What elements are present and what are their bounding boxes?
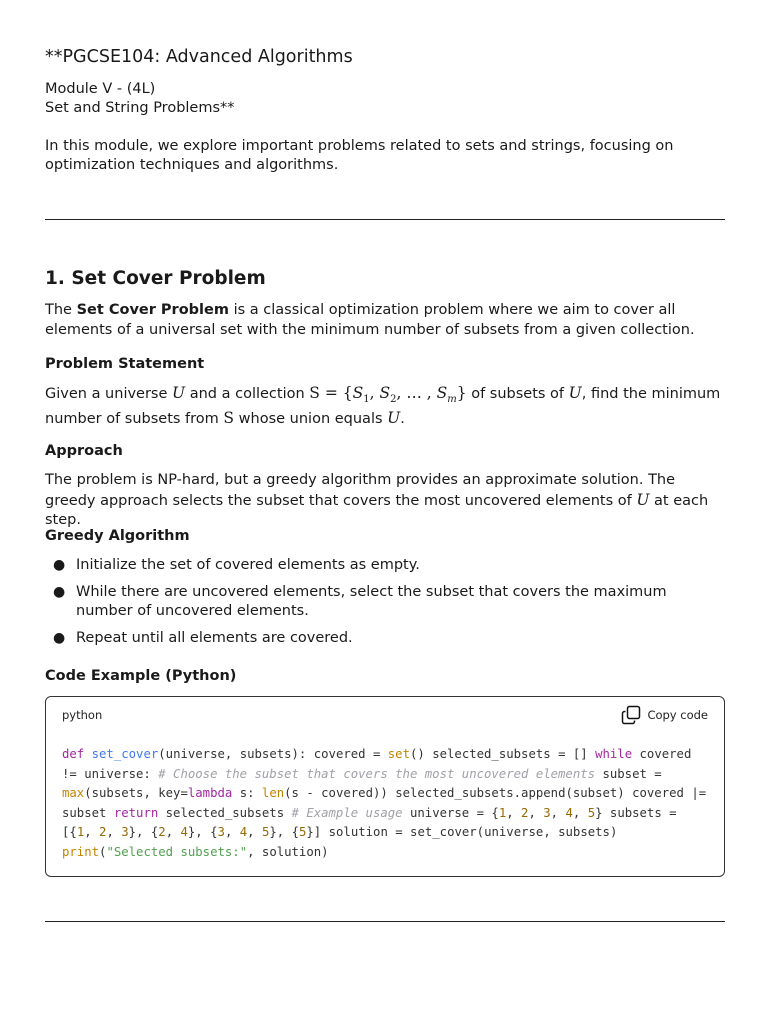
list-item xyxy=(45,583,725,622)
code-text: , xyxy=(165,825,181,839)
math-symbol: U xyxy=(636,490,650,509)
code-number: 4 xyxy=(180,825,188,839)
code-number: 4 xyxy=(565,805,573,820)
code-text: , xyxy=(84,825,100,839)
text-fragment: , find the minimum number of subsets from xyxy=(45,386,721,428)
code-text: , xyxy=(247,825,262,839)
code-text: }, { xyxy=(128,825,159,839)
code-number: 5 xyxy=(299,825,307,839)
bold-term: Set Cover Problem xyxy=(76,302,229,318)
code-text xyxy=(84,747,91,761)
bullet-icon: ● xyxy=(53,557,66,573)
code-text: } subsets = [{ xyxy=(62,805,684,839)
math-symbol: , … , xyxy=(396,384,437,402)
text-fragment: . xyxy=(400,411,405,428)
code-text: , xyxy=(224,825,240,839)
code-builtin: len xyxy=(261,786,285,800)
module-line: Module V - (4L) xyxy=(45,81,156,97)
code-keyword: return xyxy=(113,805,159,820)
code-number: 2 xyxy=(158,825,166,839)
text-fragment: is a classical optimization problem where we aim to cover all elements of a universal set with the minimum number of subsets from a given collection. xyxy=(45,302,695,338)
greedy-steps-list xyxy=(45,556,725,655)
math-symbol: U xyxy=(172,384,186,402)
math-symbol: S xyxy=(352,384,364,402)
math-symbol: = { xyxy=(319,384,353,402)
code-keyword: while xyxy=(595,747,633,761)
text-fragment: Given a universe xyxy=(45,386,173,402)
bullet-icon: ● xyxy=(53,629,66,646)
code-number: 3 xyxy=(543,805,551,820)
code-text: (s - covered)) selected_subsets.append(subset) covered |= subset xyxy=(62,786,714,820)
approach-paragraph xyxy=(45,471,725,531)
text-fragment: The xyxy=(45,302,77,318)
code-text: }, { xyxy=(269,825,299,839)
code-number: 3 xyxy=(217,825,225,839)
code-number: 5 xyxy=(587,805,596,820)
code-number: 1 xyxy=(498,805,507,820)
code-text: , xyxy=(550,805,566,820)
code-text: , xyxy=(572,805,588,820)
document-title: **PGCSE104: Advanced Algorithms xyxy=(45,47,353,67)
approach-heading: Approach xyxy=(45,443,123,459)
section-intro-paragraph xyxy=(45,301,725,340)
intro-paragraph: In this module, we explore important problems related to sets and strings, focusing on optimization techniques and algorithms. xyxy=(45,138,674,173)
code-text: s: xyxy=(232,786,262,800)
section-heading: 1. Set Cover Problem xyxy=(45,268,266,289)
math-symbol: S xyxy=(309,384,320,402)
code-text: }] solution = set_cover(universe, subsets) xyxy=(306,825,625,839)
module-subtitle: Set and String Problems** xyxy=(45,100,235,116)
copy-icon xyxy=(621,705,641,725)
code-number: 5 xyxy=(261,825,270,839)
code-text: , xyxy=(506,805,522,820)
code-number: 3 xyxy=(121,825,129,839)
code-text: , solution) xyxy=(247,844,329,859)
list-item xyxy=(45,556,725,576)
code-function-name: set_cover xyxy=(91,747,159,761)
list-item-text: Repeat until all elements are covered. xyxy=(76,629,353,646)
math-subscript: m xyxy=(447,393,457,405)
copy-code-button[interactable] xyxy=(621,705,708,725)
math-symbol: S xyxy=(379,384,391,402)
text-fragment: of subsets of xyxy=(466,386,569,402)
code-text: subset = xyxy=(595,766,670,781)
code-comment: # Choose the subset that covers the most uncovered elements xyxy=(158,766,596,781)
code-number: 4 xyxy=(239,825,248,839)
bullet-icon: ● xyxy=(53,583,66,600)
text-fragment: The problem is NP-hard, but a greedy algorithm provides an approximate solution. The greedy approach selects the subset that covers the most uncovered elements of xyxy=(45,472,676,509)
code-keyword: lambda xyxy=(187,786,233,800)
code-number: 2 xyxy=(99,825,107,839)
code-text: selected_subsets xyxy=(158,805,292,820)
code-keyword: def xyxy=(62,747,85,761)
code-builtin: print xyxy=(62,844,100,859)
math-symbol: } xyxy=(456,384,467,402)
code-string: "Selected subsets:" xyxy=(106,844,248,859)
divider xyxy=(45,219,725,220)
list-item-text: Initialize the set of covered elements as empty. xyxy=(76,557,420,573)
code-builtin: max xyxy=(62,786,85,800)
code-example-heading: Code Example (Python) xyxy=(45,668,237,684)
problem-statement-paragraph xyxy=(45,384,725,430)
code-text: , xyxy=(528,805,544,820)
math-symbol: , xyxy=(369,384,380,402)
code-text: covered != universe: xyxy=(62,747,699,781)
code-text: ( xyxy=(99,844,107,859)
code-number: 1 xyxy=(76,825,85,839)
math-symbol: S xyxy=(223,409,235,428)
list-item-text: While there are uncovered elements, select the subset that covers the maximum number of uncovered elements. xyxy=(76,583,667,619)
divider xyxy=(45,921,725,922)
code-text: universe = { xyxy=(402,805,499,820)
code-text: (universe, subsets): covered = xyxy=(158,747,388,761)
code-comment: # Example usage xyxy=(291,805,403,820)
math-symbol: U xyxy=(387,409,401,428)
code-language-label: python xyxy=(62,708,103,722)
code-block xyxy=(45,696,725,877)
code-text: () selected_subsets = [] xyxy=(410,747,596,761)
text-fragment: whose union equals xyxy=(234,411,388,428)
problem-statement-heading: Problem Statement xyxy=(45,356,205,372)
code-text: }, { xyxy=(187,825,218,839)
code-number: 2 xyxy=(521,805,529,820)
code-builtin: set xyxy=(387,747,410,761)
greedy-algorithm-heading: Greedy Algorithm xyxy=(45,528,190,544)
math-subscript: 2 xyxy=(390,393,397,405)
math-symbol: S xyxy=(436,384,448,402)
math-symbol: U xyxy=(568,384,582,402)
text-fragment: and a collection xyxy=(185,386,310,402)
code-text: , xyxy=(106,825,122,839)
code-text: (subsets, key= xyxy=(84,786,188,800)
module-meta xyxy=(45,80,235,118)
code-content[interactable] xyxy=(62,745,714,862)
text-fragment: at each step. xyxy=(45,492,709,528)
math-subscript: 1 xyxy=(363,393,370,405)
copy-code-label: Copy code xyxy=(647,708,708,722)
list-item xyxy=(45,629,725,649)
